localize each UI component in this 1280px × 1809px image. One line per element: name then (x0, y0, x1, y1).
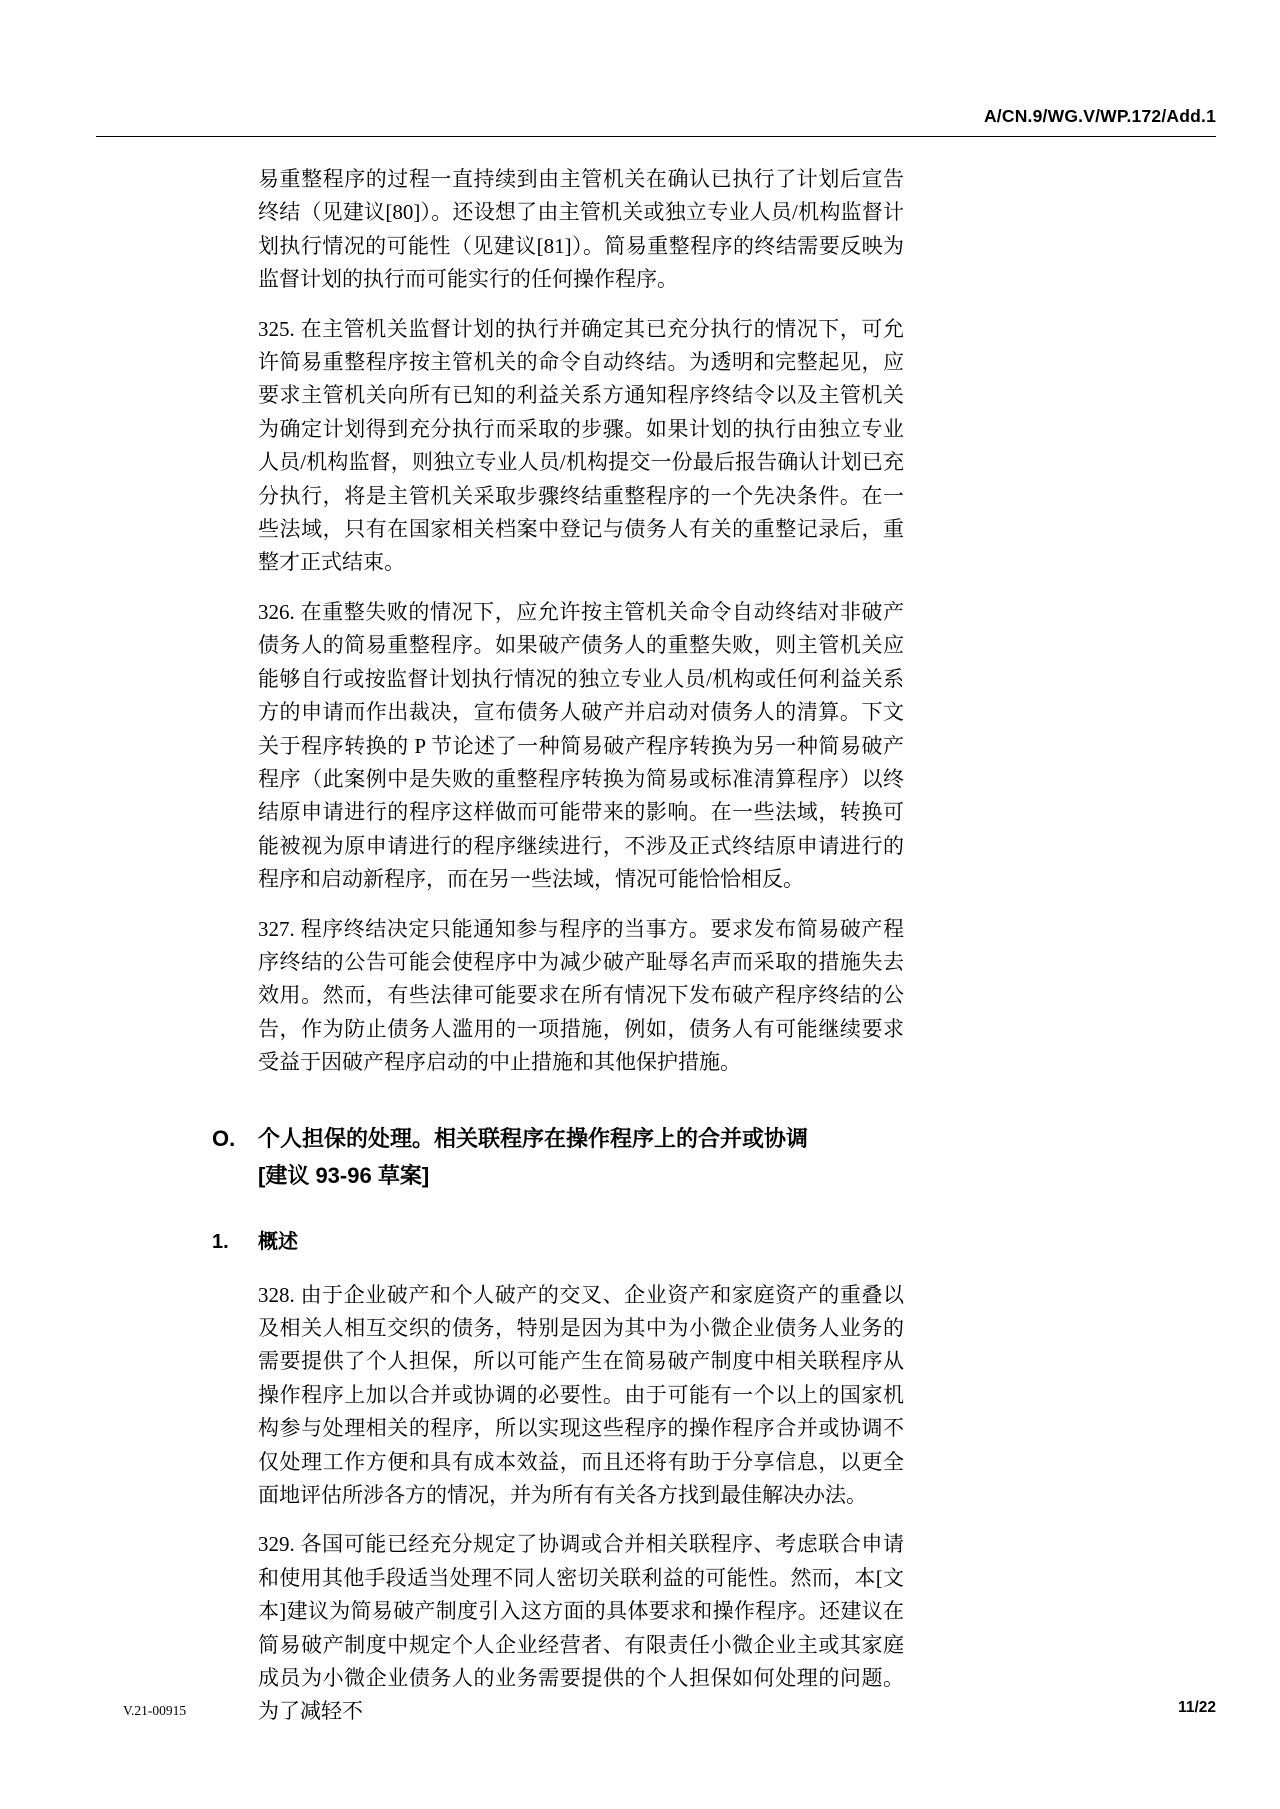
document-body (212, 163, 904, 1745)
section-heading-o (212, 1120, 904, 1194)
document-symbol: A/CN.9/WG.V/WP.172/Add.1 (983, 106, 1216, 126)
paragraph-325: 325. 在主管机关监督计划的执行并确定其已充分执行的情况下，可允许简易重整程序按主管机关的命令自动终结。为透明和完整起见，应要求主管机关向所有已知的利益关系方通知程序终结令以及主管机关为确定计划得到充分执行而采取的步骤。如果计划的执行由独立专业人员/机构监督，则独立专业人员/机构提交一份最后报告确认计划已充分执行，将是主管机关采取步骤终结重整程序的一个先决条件。在一些法域，只有在国家相关档案中登记与债务人有关的重整记录后，重整才正式结束。 (258, 316, 904, 575)
footer-page-number: 11/22 (1178, 1699, 1216, 1716)
section-heading-o-subtitle: [建议 93-96 草案] (258, 1162, 430, 1188)
paragraph-326: 326. 在重整失败的情况下，应允许按主管机关命令自动终结对非破产债务人的简易重整程序。如果破产债务人的重整失败，则主管机关应能够自行或按监督计划执行情况的独立专业人员/机构或任何利益关系方的申请而作出裁决，宣布债务人破产并启动对债务人的清算。下文关于程序转换的 P 节论述了一种简易破产程序转换为另一种简易破产程序（此案例中是失败的重整程序转换为简易或标准清算程序）以终结原申请进行的程序这样做而可能带来的影响。在一些法域，转换可能被视为原申请进行的程序继续进行，不涉及正式终结原申请进行的程序和启动新程序，而在另一些法域，情况可能恰恰相反。 (258, 599, 904, 892)
subsection-heading-1-title: 概述 (258, 1230, 298, 1253)
section-heading-o-title: 个人担保的处理。相关联程序在操作程序上的合并或协调 (258, 1125, 809, 1151)
subsection-heading-1-label: 1. (212, 1230, 229, 1253)
paragraph-continuation: 易重整程序的过程一直持续到由主管机关在确认已执行了计划后宣告终结（见建议[80]）。还设想了由主管机关或独立专业人员/机构监督计划执行情况的可能性（见建议[81]）。简易重整程序的终结需要反映为监督计划的执行而可能实行的任何操作程序。 (258, 167, 904, 292)
paragraph-327: 327. 程序终结决定只能通知参与程序的当事方。要求发布简易破产程序终结的公告可能会使程序中为减少破产耻辱名声而采取的措施失去效用。然而，有些法律可能要求在所有情况下发布破产程序终结的公告，作为防止债务人滥用的一项措施，例如，债务人有可能继续要求受益于因破产程序启动的中止措施和其他保护措施。 (258, 916, 904, 1075)
paragraph-329: 329. 各国可能已经充分规定了协调或合并相关联程序、考虑联合申请和使用其他手段适当处理不同人密切关联利益的可能性。然而，本[文本]建议为简易破产制度引入这方面的具体要求和操作程序。还建议在简易破产制度中规定个人企业经营者、有限责任小微企业主或其家庭成员为小微企业债务人的业务需要提供的个人担保如何处理的问题。为了减轻不 (258, 1532, 904, 1724)
footer-doc-number: V.21-00915 (123, 1703, 187, 1718)
section-heading-o-label: O. (212, 1125, 236, 1151)
header-divider (96, 136, 1216, 137)
subsection-heading-1 (212, 1224, 904, 1261)
paragraph-328: 328. 由于企业破产和个人破产的交叉、企业资产和家庭资产的重叠以及相关人相互交织的债务，特别是因为其中为小微企业债务人业务的需要提供了个人担保，所以可能产生在简易破产制度中相关联程序从操作程序上加以合并或协调的必要性。由于可能有一个以上的国家机构参与处理相关的程序，所以实现这些程序的操作程序合并或协调不仅处理工作方便和具有成本效益，而且还将有助于分享信息，以更全面地评估所涉各方的情况，并为所有有关各方找到最佳解决办法。 (258, 1282, 904, 1507)
